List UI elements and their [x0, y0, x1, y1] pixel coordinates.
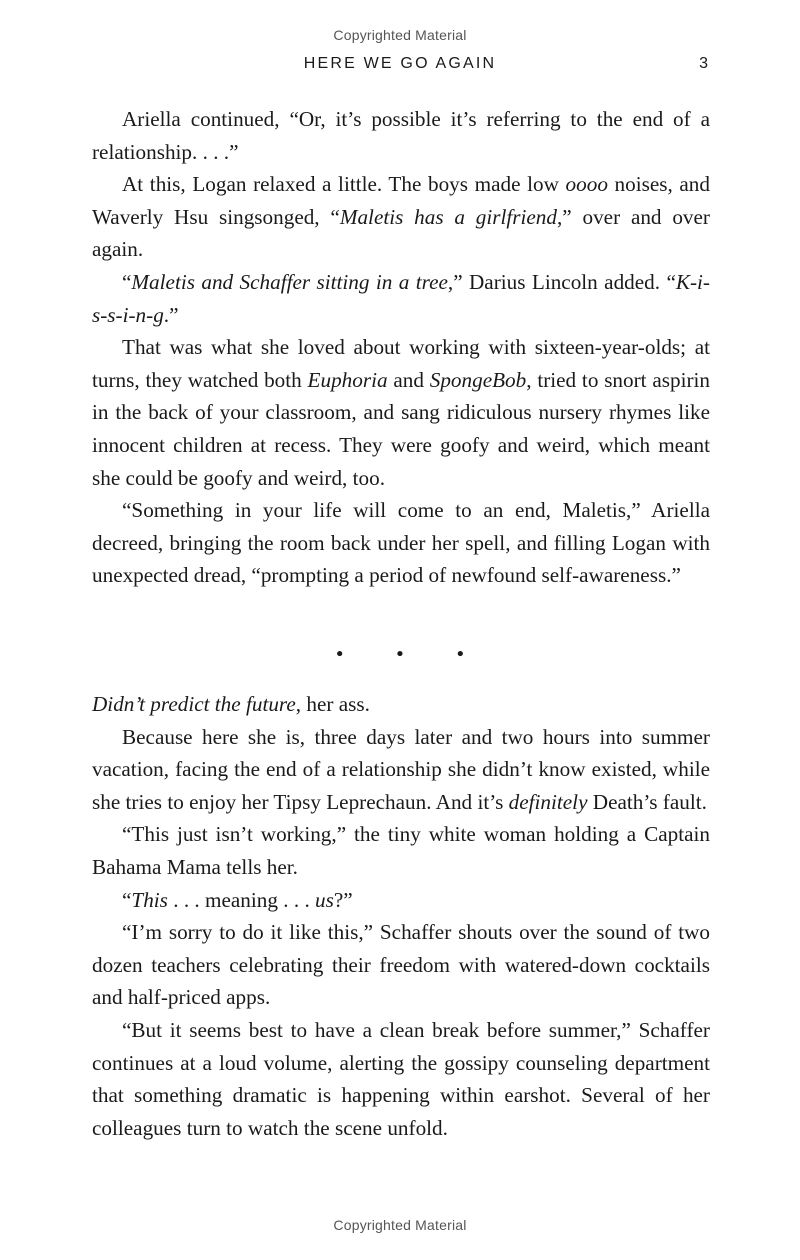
paragraph [92, 494, 710, 592]
text-run: Because here she is, three days later and two hours into summer vacation, facing the end of a relationship she didn’t know existed, while she tries to enjoy her Tipsy Leprechaun. And it’s [92, 724, 710, 814]
text-run: “ [122, 887, 132, 912]
paragraph [92, 266, 710, 331]
italic-text: Euphoria [307, 367, 388, 392]
text-run: That was what she loved about working with sixteen-year-olds; at turns, they watched both [92, 335, 710, 392]
paragraph [92, 103, 710, 168]
running-head-title: HERE WE GO AGAIN [303, 55, 497, 72]
text-run: Death’s fault. [587, 789, 707, 814]
text-run: and [387, 367, 430, 392]
paragraph [92, 688, 710, 721]
text-run: ,” over and over again. [92, 204, 710, 262]
text-run: “I’m sorry to do it like this,” Schaffer shouts over the sound of two dozen teachers celebrating their freedom with watered-down cocktails and half-priced apps. [92, 920, 710, 1010]
text-run: , her ass. [295, 692, 370, 716]
text-run: “This just isn’t working,” the tiny white woman holding a Captain Bahama Mama tells her. [92, 822, 710, 879]
italic-text: This [131, 887, 168, 912]
paragraph [92, 916, 710, 1014]
text-run: noises, and Waverly Hsu singsonged, “ [92, 172, 710, 229]
body-text-before-break [92, 103, 710, 592]
italic-text: SpongeBob [429, 367, 527, 392]
paragraph [92, 1014, 710, 1144]
italic-text: Maletis and Schaffer sitting in a tree [131, 269, 448, 294]
paragraph [92, 331, 710, 494]
italic-text: Maletis has a girlfriend [339, 204, 557, 229]
text-run: .” [163, 302, 179, 327]
paragraph [92, 818, 710, 883]
paragraph [92, 884, 710, 917]
running-head [0, 55, 800, 77]
text-run: “Something in your life will come to an end, Maletis,” Ariella decreed, bringing the room back under her spell, and filling Logan with unexpected dread, “prompting a period of newfound self-awareness.” [92, 498, 710, 588]
italic-text: definitely [508, 789, 588, 814]
italic-text: K-i-s-s-i-n-g [92, 269, 710, 327]
page-number: 3 [699, 55, 708, 72]
text-run: “ [122, 269, 132, 294]
text-run: ?” [333, 887, 353, 912]
italic-text: us [315, 887, 334, 912]
copyright-notice-bottom: Copyrighted Material [333, 1217, 467, 1233]
text-run: ,” Darius Lincoln added. “ [447, 269, 676, 294]
paragraph [92, 168, 710, 266]
text-run: . . . meaning . . . [167, 887, 316, 912]
body-text-after-break [92, 688, 710, 1144]
scene-break: • • • [334, 644, 488, 665]
copyright-notice-top: Copyrighted Material [333, 27, 467, 43]
italic-text: Didn’t predict the future [92, 692, 296, 716]
text-run: “But it seems best to have a clean break before summer,” Schaffer continues at a loud volume, alerting the gossipy counseling department that something dramatic is happening within earshot. Several of her colleagues turn to watch the scene unfold. [92, 1017, 710, 1140]
text-run: , tried to snort aspirin in the back of your classroom, and sang ridiculous nursery rhymes like innocent children at recess. They were goofy and weird, which meant she could be goofy and weird, too. [92, 367, 711, 490]
paragraph [92, 721, 710, 819]
italic-text: oooo [565, 172, 608, 197]
text-run: Ariella continued, “Or, it’s possible it’s referring to the end of a relationship. . . .” [92, 107, 710, 164]
text-run: At this, Logan relaxed a little. The boys made low [122, 172, 566, 197]
